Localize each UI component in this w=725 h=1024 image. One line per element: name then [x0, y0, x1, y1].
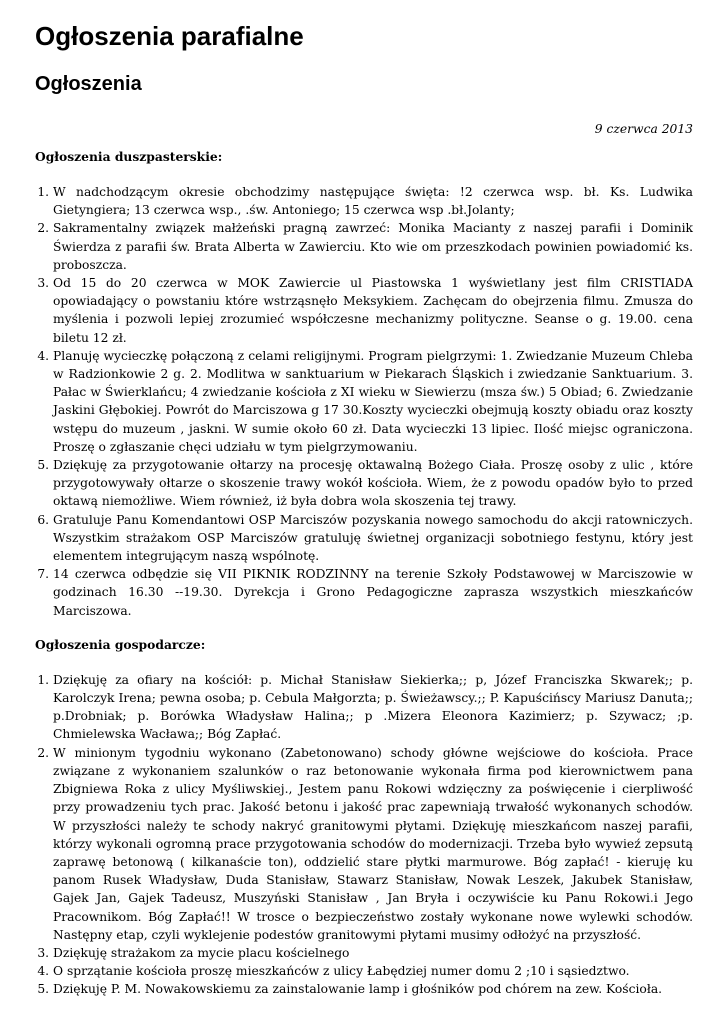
list-item: 5. Dziękuję za przygotowanie ołtarzy na procesję oktawalną Bożego Ciała. Proszę osoby z ulic , które przygotowywały ołtarze o skoszenie trawy wokół kościoła. Wiem, że z powodu opadów było to przed oktawą niemożliwe. Wiem również, iż była dobra wola skoszenia tej trawy. — [53, 456, 693, 511]
economic-list — [35, 671, 693, 999]
list-item: 6. Gratuluje Panu Komendantowi OSP Marciszów pozyskania nowego samochodu do akcji ratowniczych. Wszystkim strażakom OSP Marciszów gratuluję świetnej organizacji sobotniego festynu, który jest elementem integrującym naszą wspólnotę. — [53, 511, 693, 566]
list-item: 2. W minionym tygodniu wykonano (Zabetonowano) schody główne wejściowe do kościoła. Prace związane z wykonaniem szalunków o raz betonowanie wykonała firma pod kierownictwem pana Zbigniewa Roka z ulicy Myśliwskiej., Jestem panu Rokowi wdzięczny za poświęcenie i cierpliwość przy prowadzeniu tych prac. Jakość betonu i jakość prac zapewniają trwałość wykonanych schodów. W przyszłości należy te schody nakryć granitowymi płytami. Dziękuję mieszkańcom naszej parafii, którzy wykonali ogromną prace przygotowania schodów do modernizacji. Trzeba było wywieź zepsutą zaprawę betonową ( kilkanaście ton), oddzielić stare płytki marmurowe. Bóg zapłać! - kieruję ku panom Rusek Władysław, Duda Stanisław, Stawarz Stanisław, Nowak Leszek, Jakubek Stanisław, Gajek Jan, Gajek Tadeusz, Muszyński Stanisław , Jan Bryła i oczywiście ku Panu Rokowi.i Jego Pracownikom. Bóg Zapłać!! W trosce o bezpieczeństwo zostały wykonane nowe wylewki schodów. Następny etap, czyli wyklejenie podestów granitowymi płytami musimy odłożyć na przyszłość. — [53, 744, 693, 944]
page-title: Ogłoszenia parafialne — [35, 21, 304, 51]
list-item: 1. W nadchodzącym okresie obchodzimy następujące święta: !2 czerwca wsp. bł. Ks. Ludwika Gietyngiera; 13 czerwca wsp., .św. Antoniego; 15 czerwca wsp .bł.Jolanty; — [53, 183, 693, 219]
list-item: 3. Od 15 do 20 czerwca w MOK Zawiercie ul Piastowska 1 wyświetlany jest film CRISTIADA opowiadający o powstaniu które wstrząsnęło Meksykiem. Zachęcam do obejrzenia filmu. Zmusza do myślenia i pozwoli lepiej zrozumieć współczesne mechanizmy polityczne. Seanse o g. 19.00. cena biletu 12 zł. — [53, 274, 693, 347]
list-item: 5. Dziękuję P. M. Nowakowskiemu za zainstalowanie lamp i głośników pod chórem na zew. Kościoła. — [53, 980, 693, 998]
pastoral-heading: Ogłoszenia duszpasterskie: — [35, 149, 223, 164]
list-item: 1. Dziękuję za ofiary na kościół: p. Michał Stanisław Siekierka;; p, Józef Franciszka Skwarek;; p. Karolczyk Irena; pewna osoba; p. Cebula Małgorzta; p. Świeżawscy.;; P. Kapuścińscy Mariusz Danuta;; p.Drobniak; p. Borówka Władysław Halina;; p .Mizera Eleonora Kazimierz; p. Szywacz; ;p. Chmielewska Wacława;; Bóg Zapłać. — [53, 671, 693, 744]
pastoral-list — [35, 183, 693, 620]
document-page — [35, 18, 693, 999]
list-item: 4. Planuję wycieczkę połączoną z celami religijnymi. Program pielgrzymi: 1. Zwiedzanie Muzeum Chleba w Radzionkowie 2 g. 2. Modlitwa w sanktuarium w Piekarach Śląskich i zwiedzanie Sanktuarium. 3. Pałac w Świerklańcu; 4 zwiedzanie kościoła z XI wieku w Siewierzu (msza św.) 5 Obiad; 6. Zwiedzanie Jaskini Głębokiej. Powrót do Marciszowa g 17 30.Koszty wycieczki obejmują koszty obiadu oraz koszty wstępu do muzeum , jaskni. W sumie około 60 zł. Data wycieczki 13 lipiec. Ilość miejsc ograniczona. Proszę o zgłaszanie chęci udziału w tym pielgrzymowaniu. — [53, 347, 693, 456]
list-item: 4. O sprzątanie kościoła proszę mieszkańców z ulicy Łabędziej numer domu 2 ;10 i sąsiedztwo. — [53, 962, 693, 980]
list-item: 2. Sakramentalny związek małżeński pragną zawrzeć: Monika Macianty z naszej parafii i Dominik Świerdza z parafii św. Brata Alberta w Zawierciu. Kto wie om przeszkodach powinien powiadomić ks. proboszcza. — [53, 219, 693, 274]
announcement-date: 9 czerwca 2013 — [594, 122, 693, 136]
page-subtitle: Ogłoszenia — [35, 73, 142, 95]
economic-heading: Ogłoszenia gospodarcze: — [35, 636, 206, 652]
list-item: 3. Dziękuję strażakom za mycie placu kościelnego — [53, 944, 693, 962]
list-item: 7. 14 czerwca odbędzie się VII PIKNIK RODZINNY na terenie Szkoły Podstawowej w Marciszowie w godzinach 16.30 --19.30. Dyrekcja i Grono Pedagogiczne zaprasza wszystkich mieszkańców Marciszowa. — [53, 565, 693, 620]
